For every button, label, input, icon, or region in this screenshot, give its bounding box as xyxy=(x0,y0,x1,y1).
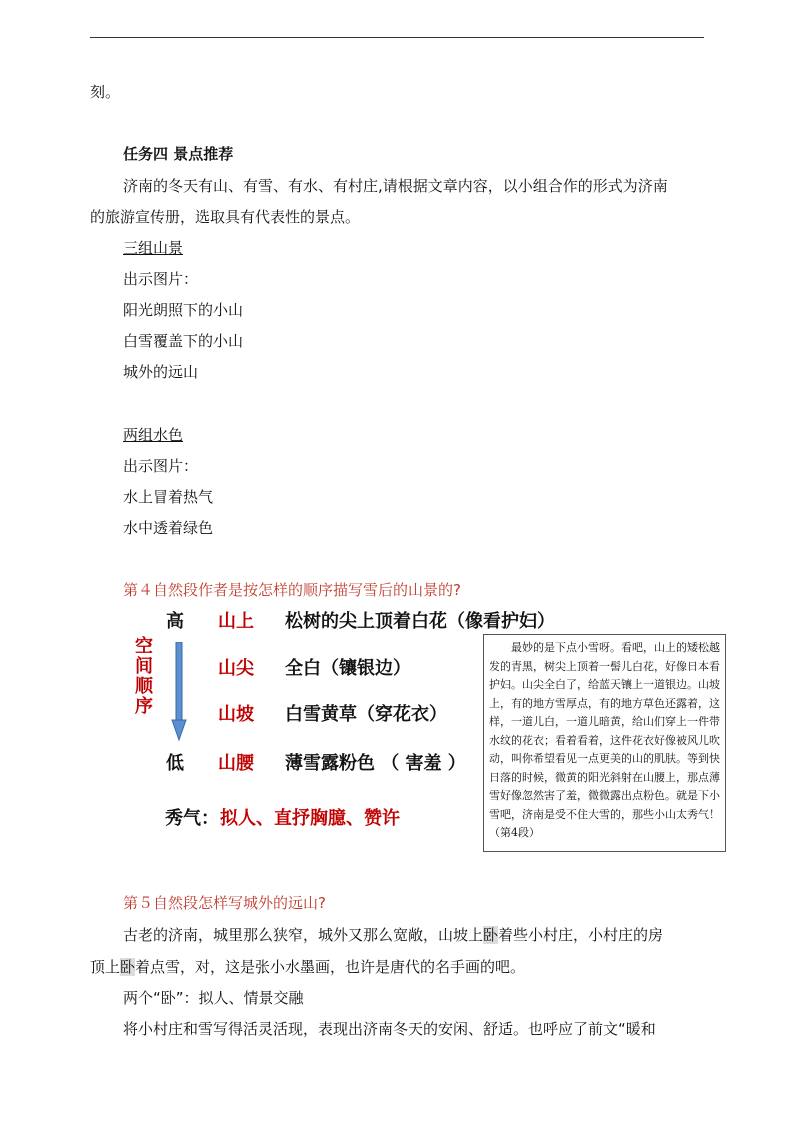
mountain-item: 阳光朗照下的小山 xyxy=(123,301,244,319)
mountain-heading: 三组山景 xyxy=(123,239,184,257)
task-intro-line1: 济南的冬天有山、有雪、有水、有村庄,请根据文章内容，以小组合作的形式为济南 xyxy=(123,177,668,195)
q5-note: 两个“卧”：拟人、情景交融 xyxy=(123,989,304,1007)
summary-label: 秀气： xyxy=(165,808,219,829)
down-arrow-icon xyxy=(170,642,190,742)
spatial-order-label: 空 间 顺 序 xyxy=(135,636,153,717)
mountain-item: 城外的远山 xyxy=(123,363,199,381)
desc-waist: 薄雪露粉色 （ 害羞 ） xyxy=(285,753,466,774)
desc-slope: 白雪黄草（穿花衣） xyxy=(285,704,447,725)
low-label: 低 xyxy=(166,753,184,774)
high-label: 高 xyxy=(166,611,184,632)
top-fragment: 刻。 xyxy=(90,83,121,101)
summary-value: 拟人、直抒胸臆、赞许 xyxy=(220,808,400,829)
quote-text: 最妙的是下点小雪呀。看吧，山上的矮松越发的青黑，树尖上顶着一髻儿白花，好像日本看护妇。山尖全白了，给蓝天镶上一道银边。山坡上，有的地方雪厚点，有的地方草色还露着，这样，一道儿白，一道儿暗黄，给山们穿上一件带水纹的花衣；看着看着，这件花衣好像被风儿吹动，叫你希望看见一点更美的山的肌肤。等到快日落的时候，微黄的阳光斜射在山腰上，那点薄雪好像忽然害了羞，微微露出点粉色。就是下小雪吧，济南是受不住大雪的，那些小山太秀气！ xyxy=(489,641,720,821)
part-slope: 山坡 xyxy=(218,704,254,725)
water-show: 出示图片： xyxy=(123,457,199,475)
water-heading: 两组水色 xyxy=(123,426,184,444)
quote-box xyxy=(483,634,726,852)
quote-source: （第4段） xyxy=(489,826,540,839)
highlight-wo: 卧 xyxy=(483,926,499,944)
task-title: 任务四 景点推荐 xyxy=(123,145,234,163)
water-item: 水上冒着热气 xyxy=(123,488,214,506)
part-waist: 山腰 xyxy=(218,753,254,774)
desc-peak: 全白（镶银边） xyxy=(285,658,411,679)
q5-para-line2: 顶上卧着点雪，对，这是张小水墨画，也许是唐代的名手画的吧。 xyxy=(90,958,526,976)
q4-question: 第４自然段作者是按怎样的顺序描写雪后的山景的? xyxy=(123,581,461,599)
part-peak: 山尖 xyxy=(218,658,254,679)
water-item: 水中透着绿色 xyxy=(123,519,214,537)
highlight-wo: 卧 xyxy=(120,958,136,976)
desc-top: 松树的尖上顶着白花（像看护妇） xyxy=(285,611,555,632)
part-top: 山上 xyxy=(218,611,254,632)
q5-last-line: 将小村庄和雪写得活灵活现，表现出济南冬天的安闲、舒适。也呼应了前文“暖和 xyxy=(123,1020,656,1038)
q5-para-line1: 古老的济南，城里那么狭窄，城外又那么宽敞，山坡上卧着些小村庄，小村庄的房 xyxy=(123,926,664,944)
header-rule xyxy=(90,37,704,38)
mountain-item: 白雪覆盖下的小山 xyxy=(123,332,244,350)
task-intro-line2: 的旅游宣传册，选取具有代表性的景点。 xyxy=(90,208,361,226)
q5-question: 第５自然段怎样写城外的远山? xyxy=(123,894,326,912)
mountain-show: 出示图片： xyxy=(123,270,199,288)
